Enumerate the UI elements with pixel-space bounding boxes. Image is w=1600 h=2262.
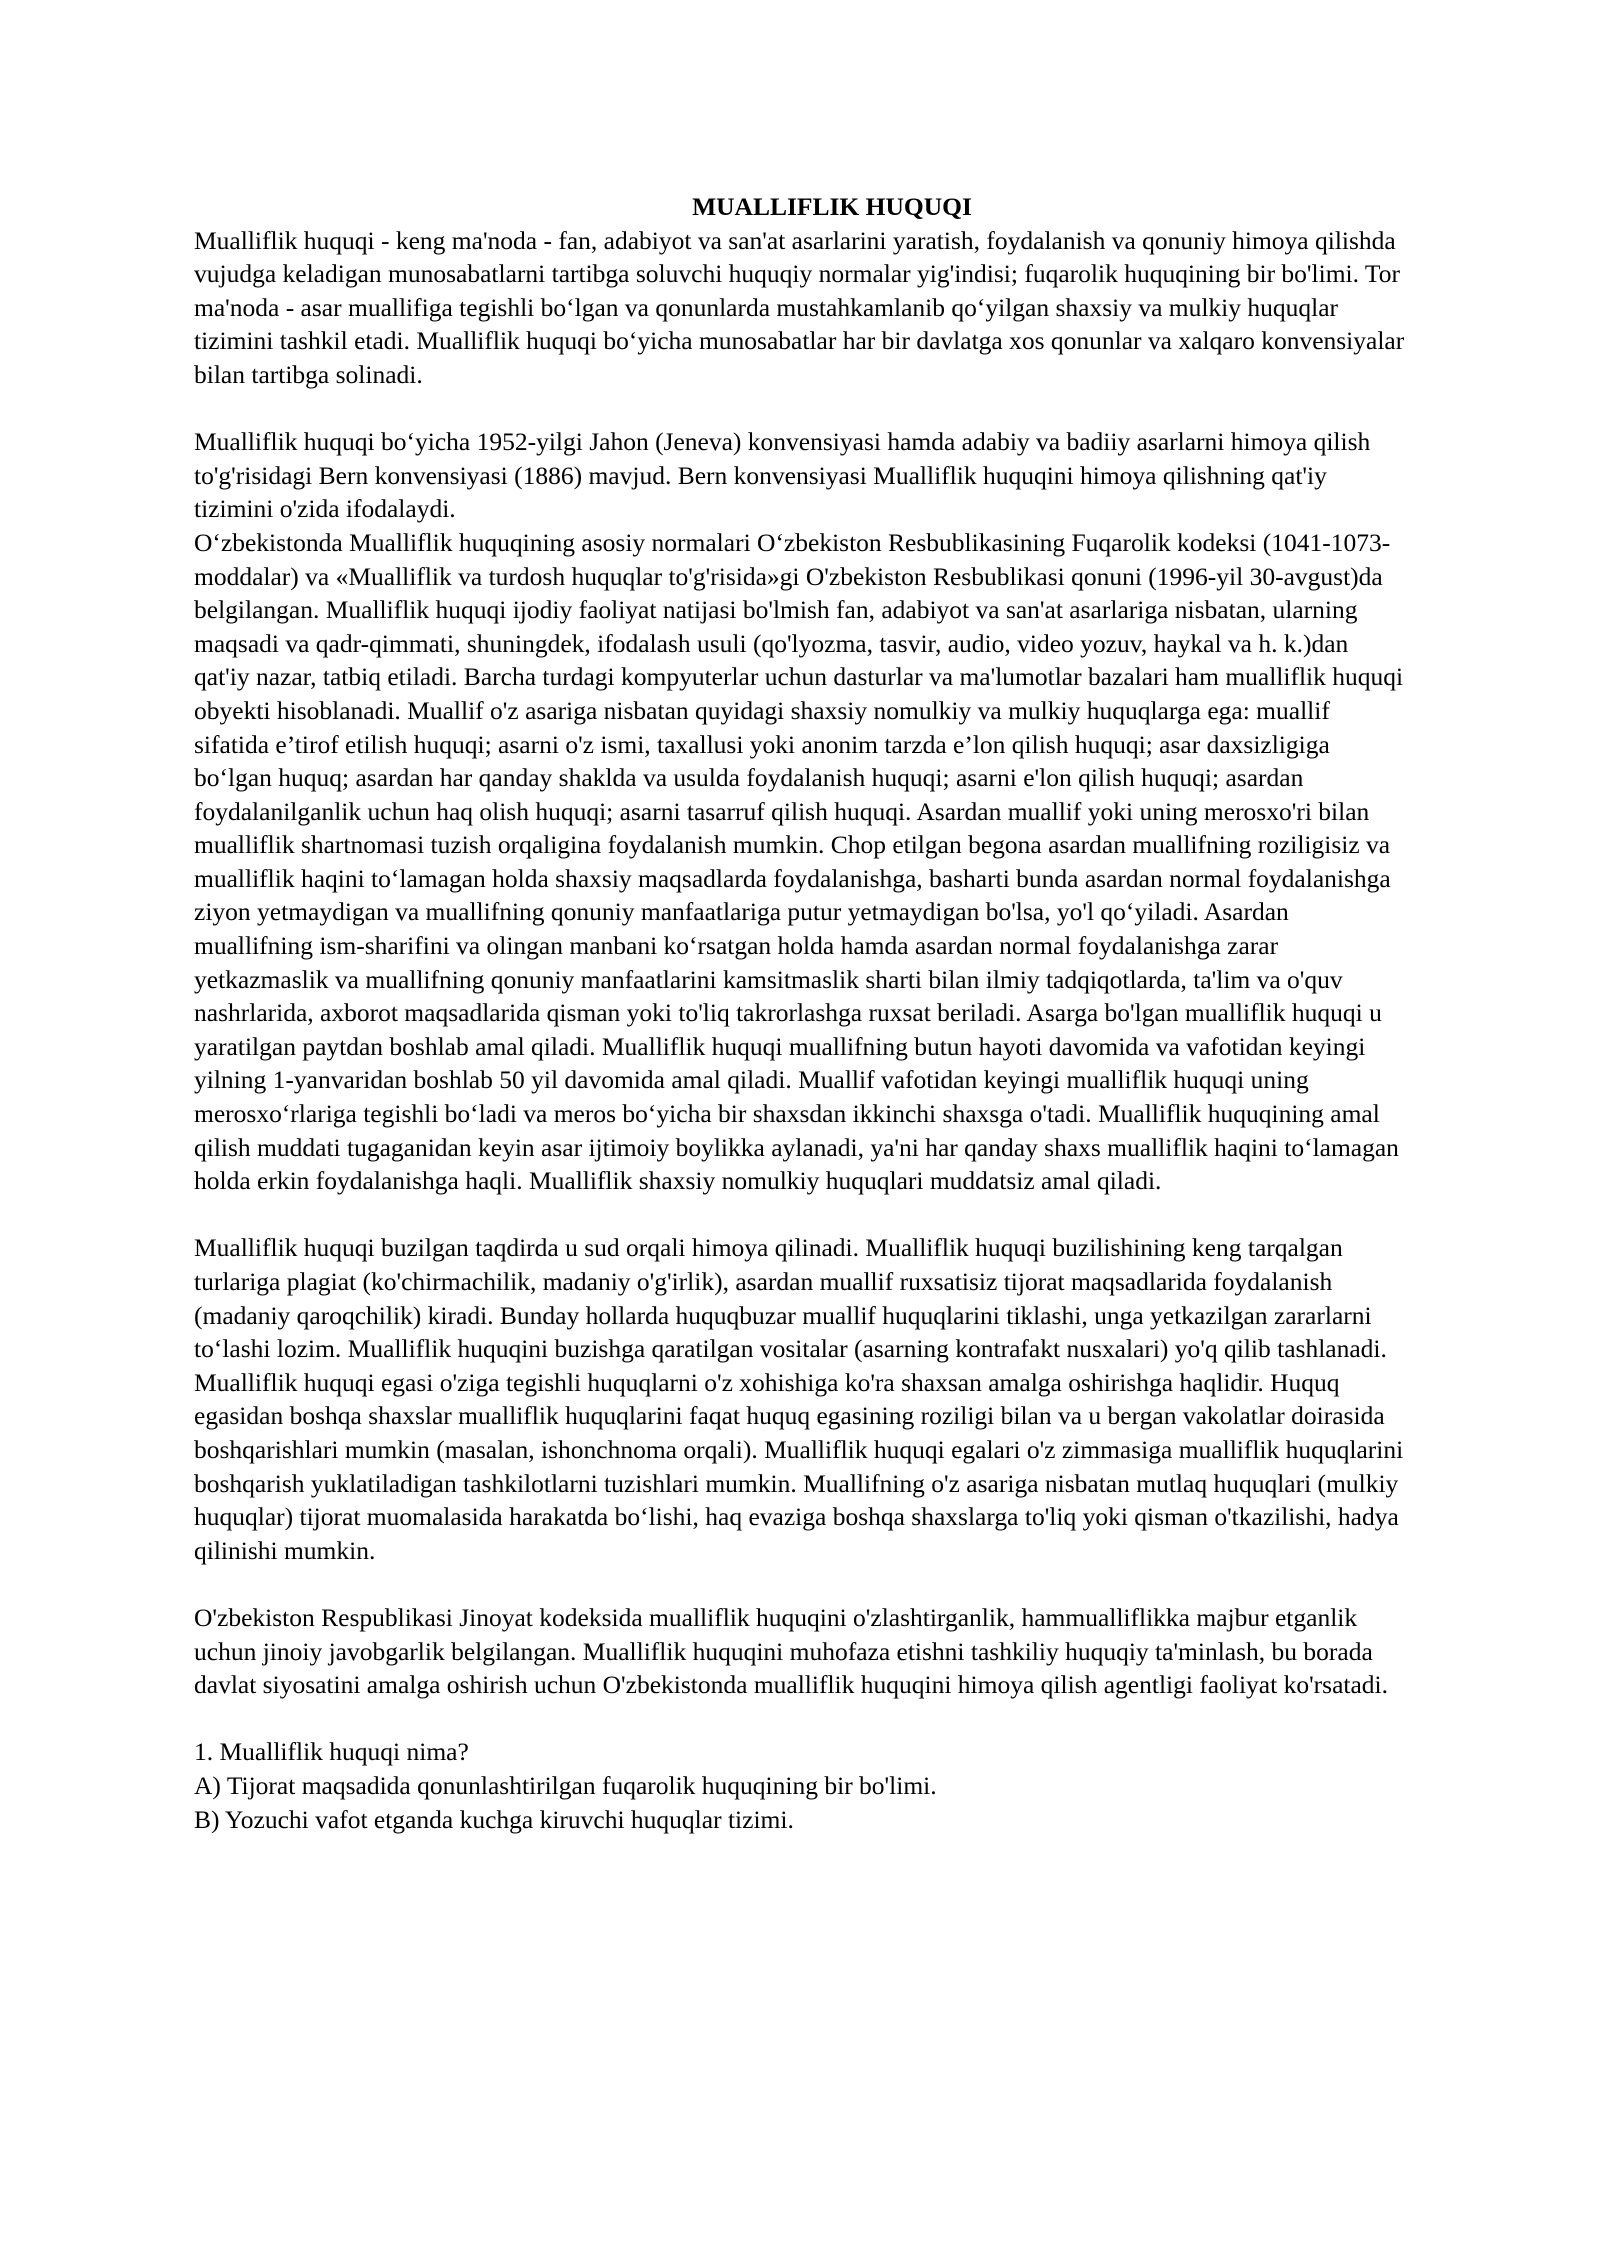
paragraph-criminal-code: O'zbekiston Respublikasi Jinoyat kodeksida mualliflik huquqini o'zlashtirganlik, hammualliflikka majbur etganlik uchun jinoiy javobgarlik belgilangan. Mualliflik huquqini muhofaza etishni tashkiliy huquqiy ta'minlash, bu borada davlat siyosatini amalga oshirish uchun O'zbekistonda mualliflik huquqini himoya qilish agentligi faoliyat ko'rsatadi. (194, 1602, 1389, 1700)
paragraph-spacer (194, 1567, 1410, 1601)
paragraph-spacer (194, 1702, 1410, 1736)
question-option-b: B) Yozuchi vafot etganda kuchga kiruvchi huquqlar tizimi. (194, 1804, 794, 1834)
paragraph-definition: Mualliflik huquqi - keng ma'noda - fan, adabiyot va san'at asarlarini yaratish, foydalanish va qonuniy himoya qilishda vujudga keladigan munosabatlarni tartibga soluvchi huquqiy normalar yig'indisi; fuqarolik huquqining bir bo'limi. Tor ma'noda - asar muallifiga tegishli bo‘lgan va qonunlarda mustahkamlanib qo‘yilgan shaxsiy va mulkiy huquqlar tizimini tashkil etadi. Mualliflik huquqi bo‘yicha munosabatlar har bir davlatga xos qonunlar va xalqaro konvensiyalar bilan tartibga solinadi. (194, 225, 1405, 389)
document-body (194, 190, 1410, 1836)
document-title: MUALLIFLIK HUQUQI (692, 192, 972, 221)
paragraph-uzbekistan-law: O‘zbekistonda Mualliflik huquqining asosiy normalari O‘zbekiston Resbublikasining Fuqarolik kodeksi (1041-1073-moddalar) va «Mualliflik va turdosh huquqlar to'g'risida»gi O'zbekiston Resbublikasi qonuni (1996-yil 30-avgust)da belgilangan. Mualliflik huquqi ijodiy faoliyat natijasi bo'lmish fan, adabiyot va san'at asarlariga nisbatan, ularning maqsadi va qadr-qimmati, shuningdek, ifodalash usuli (qo'lyozma, tasvir, audio, video yozuv, haykal va h. k.)dan qat'iy nazar, tatbiq etiladi. Barcha turdagi kompyuterlar uchun dasturlar va ma'lumotlar bazalari ham mualliflik huquqi obyekti hisoblanadi. Muallif o'z asariga nisbatan quyidagi shaxsiy nomulkiy va mulkiy huquqlarga ega: muallif sifatida e’tirof etilish huquqi; asarni o'z ismi, taxallusi yoki anonim tarzda e’lon qilish huquqi; asar daxsizligiga bo‘lgan huquq; asardan har qanday shaklda va usulda foydalanish huquqi; asarni e'lon qilish huquqi; asardan foydalanilganlik uchun haq olish huquqi; asarni tasarruf qilish huquqi. Asardan muallif yoki uning merosxo'ri bilan mualliflik shartnomasi tuzish orqaligina foydalanish mumkin. Chop etilgan begona asardan muallifning roziligisiz va mualliflik haqini to‘lamagan holda shaxsiy maqsadlarda foydalanishga, basharti bunda asardan normal foydalanishga ziyon yetmaydigan va muallifning qonuniy manfaatlariga putur yetmaydigan bo'lsa, yo'l qo‘yiladi. Asardan muallifning ism-sharifini va olingan manbani ko‘rsatgan holda hamda asardan normal foydalanishga zarar yetkazmaslik va muallifning qonuniy manfaatlarini kamsitmaslik sharti bilan ilmiy tadqiqotlarda, ta'lim va o'quv nashrlarida, axborot maqsadlarida qisman yoki to'liq takrorlashga ruxsat beriladi. Asarga bo'lgan mualliflik huquqi u yaratilgan paytdan boshlab amal qiladi. Mualliflik huquqi muallifning butun hayoti davomida va vafotidan keyingi yilning 1-yanvaridan boshlab 50 yil davomida amal qiladi. Muallif vafotidan keyingi mualliflik huquqi uning merosxo‘rlariga tegishli bo‘ladi va meros bo‘yicha bir shaxsdan ikkinchi shaxsga o'tadi. Mualliflik huquqining amal qilish muddati tugaganidan keyin asar ijtimoiy boylikka aylanadi, ya'ni har qanday shaxs mualliflik haqini to‘lamagan holda erkin foydalanishga haqli. Mualliflik shaxsiy nomulkiy huquqlari muddatsiz amal qiladi. (194, 527, 1404, 1196)
question-text: 1. Mualliflik huquqi nima? (194, 1737, 469, 1767)
paragraph-infringement: Mualliflik huquqi buzilgan taqdirda u sud orqali himoya qilinadi. Mualliflik huquqi buzilishining keng tarqalgan turlariga plagiat (ko'chirmachilik, madaniy o'g'irlik), asardan muallif ruxsatisiz tijorat maqsadlarida foydalanish (madaniy qaroqchilik) kiradi. Bunday hollarda huquqbuzar muallif huquqlarini tiklashi, unga yetkazilgan zararlarni to‘lashi lozim. Mualliflik huquqini buzishga qaratilgan vositalar (asarning kontrafakt nusxalari) yo'q qilib tashlanadi. Mualliflik huquqi egasi o'ziga tegishli huquqlarni o'z xohishiga ko'ra shaxsan amalga oshirishga haqlidir. Huquq egasidan boshqa shaxslar mualliflik huquqlarini faqat huquq egasining roziligi bilan va u bergan vakolatlar doirasida boshqarishlari mumkin (masalan, ishonchnoma orqali). Mualliflik huquqi egalari o'z zimmasiga mualliflik huquqlarini boshqarish yuklatiladigan tashkilotlarni tuzishlari mumkin. Muallifning o'z asariga nisbatan mutlaq huquqlari (mulkiy huquqlar) tijorat muomalasida harakatda bo‘lishi, haq evaziga boshqa shaxslarga to'liq yoki qisman o'tkazilishi, hadya qilinishi mumkin. (194, 1233, 1404, 1565)
question-option-a: A) Tijorat maqsadida qonunlashtirilgan fuqarolik huquqining bir bo'limi. (194, 1770, 937, 1800)
paragraph-conventions: Mualliflik huquqi bo‘yicha 1952-yilgi Jahon (Jeneva) konvensiyasi hamda adabiy va badiiy asarlarni himoya qilish to'g'risidagi Bern konvensiyasi (1886) mavjud. Bern konvensiyasi Mualliflik huquqini himoya qilishning qat'iy tizimini o'zida ifodalaydi. (194, 427, 1371, 524)
paragraph-spacer (194, 1198, 1410, 1232)
paragraph-spacer (194, 392, 1410, 426)
